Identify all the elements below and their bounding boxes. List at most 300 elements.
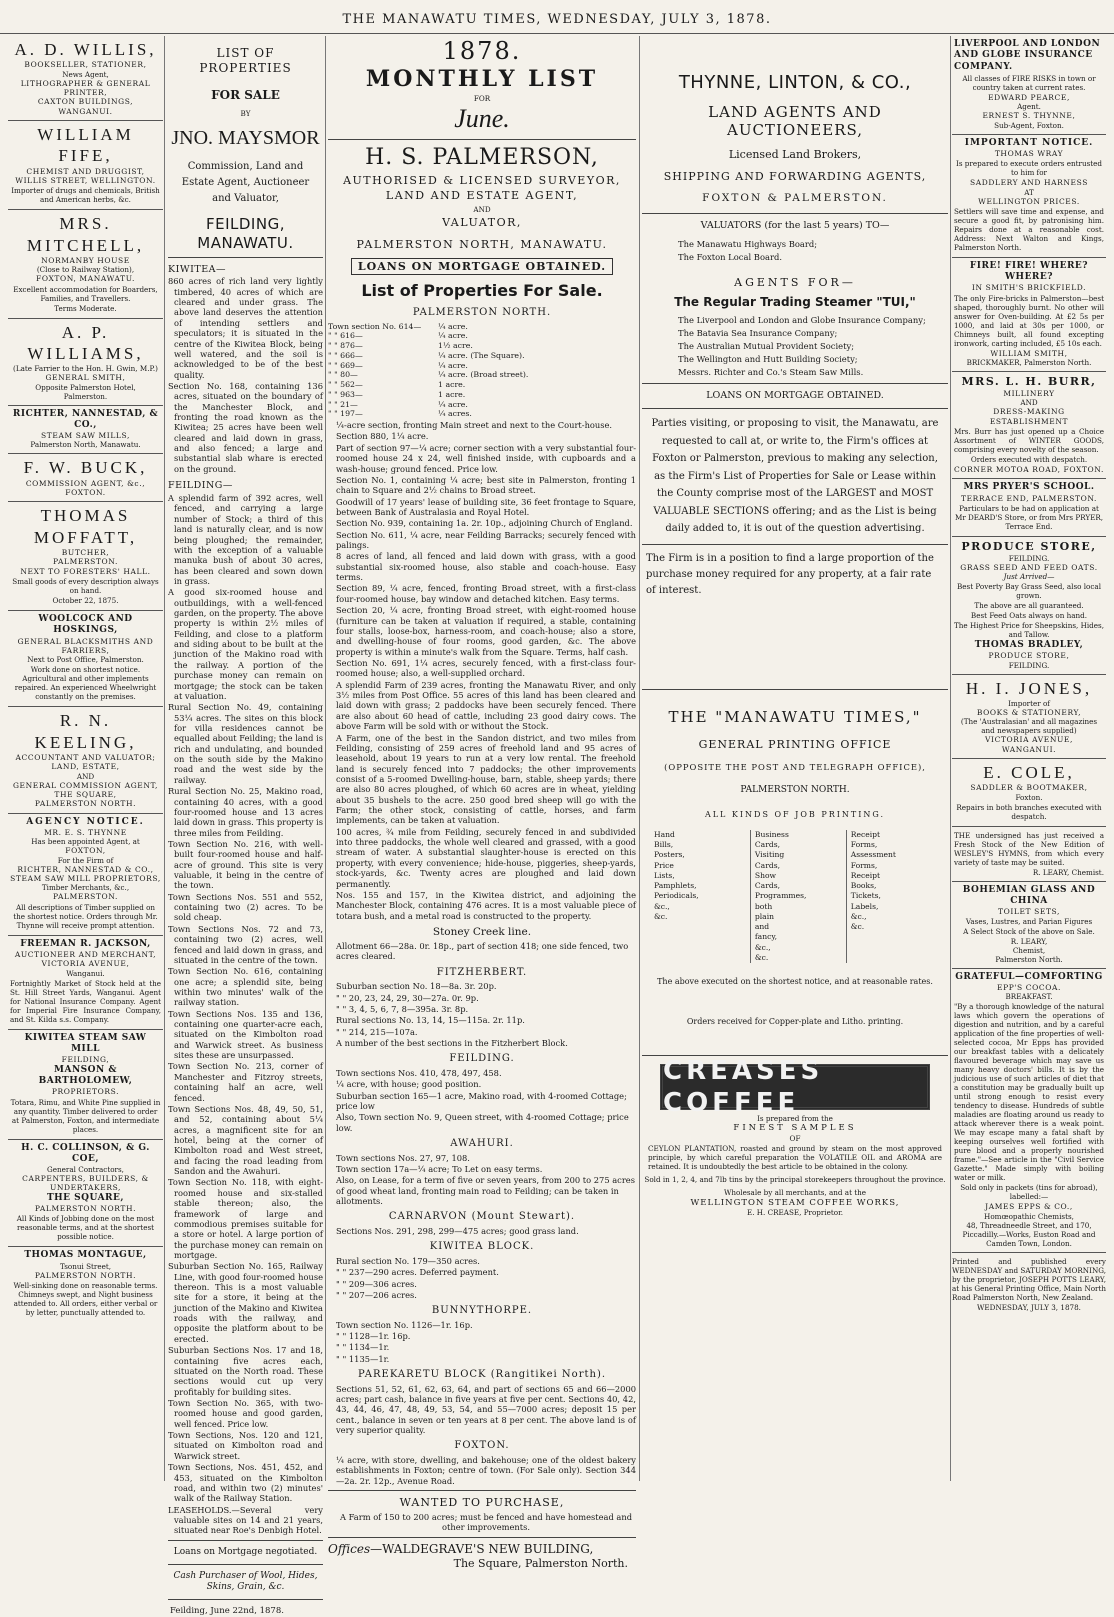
offices-address: —WALDEGRAVE'S NEW BUILDING, [370, 1541, 594, 1556]
property-entry: A splendid Farm of 239 acres, fronting the Manawatu River, and only 3½ miles from Post Office. 55 acres of this land has been cleared and laid down with grass; 2 paddocks have been securely fenced. There are also about 60 head of cattle, including 23 good dairy cows. The above Farm will be sold with or without the Stock. [336, 679, 636, 732]
coffee-body: CEYLON PLANTATION, roasted and ground by steam on the most approved principle, by which careful preparation the VOLATILE OIL and AROMA are retained. It is undoubtedly the best article to be obtained in the colony. [648, 1143, 942, 1171]
agent-item: The Batavia Sea Insurance Company; [678, 328, 838, 339]
town-section-row [328, 331, 636, 341]
ad-line: News Agent, [62, 69, 109, 79]
ad-title: GRATEFUL—COMFORTING [955, 971, 1103, 982]
job-item: Labels, [850, 901, 879, 911]
ad-title: A. P. WILLIAMS, [27, 322, 144, 363]
property-entry: Town Section No. 213, corner of Manchester and Fitzroy streets, containing half an acre, well fenced. [168, 1061, 323, 1103]
ad-body: Best Poverty Bay Grass Seed, also local grown. [956, 582, 1101, 601]
town-section-row [328, 341, 636, 351]
ad-title: BOHEMIAN GLASS AND CHINA [962, 884, 1096, 906]
section-number: " " 80— [328, 370, 358, 380]
ad-title: THOMAS MONTAGUE, [24, 1250, 147, 1261]
ad-title: A. D. WILLIS, [14, 40, 157, 59]
gpo-location: (OPPOSITE THE POST AND TELEGRAPH OFFICE), [664, 762, 926, 773]
ad-line: MANSON & BARTHOLOMEW, [38, 1064, 133, 1086]
ad-line: WANGANUI. [1001, 744, 1057, 754]
property-entry: Section No. 691, 1¼ acres, securely fenced, with a first-class four-roomed house; also, a well-supplied orchard. [336, 658, 636, 679]
ad-line: Just Arrived— [1003, 572, 1055, 582]
ad-line: AND [76, 771, 95, 781]
property-entry: Part of section 97—¼ acre; corner section with a very substantial four-roomed house 24 x 24, well finished inside, with cupboards and a wash-house; ground fenced. Price low. [336, 442, 636, 474]
properties-heading: List of Properties For Sale. [361, 281, 603, 301]
ad-line: STEAM SAW MILLS, [41, 431, 130, 440]
ad-body: Settlers will save time and expense, and secure a good fit, by patronising him. Repairs done at a reasonable cost. Address: Next Walton and Kings, Palmerston North. [954, 206, 1104, 252]
ad-line: For the Firm of [57, 855, 114, 865]
property-entry: ¼ acre, with house; good position. [336, 1079, 482, 1090]
property-entry: Section No. 611, ¼ acre, near Feilding Barracks; securely fenced with palings. [336, 529, 636, 551]
ad-line: PALMERSTON NORTH. [34, 1204, 137, 1213]
agent-item: The Australian Mutual Provident Society; [678, 341, 855, 352]
feilding-list [328, 1068, 636, 1133]
property-entry: " " 20, 23, 24, 29, 30—27a. 0r. 9p. [336, 992, 479, 1003]
ad-title: MRS. L. H. BURR, [961, 375, 1097, 389]
ad-line: Sub-Agent, Foxton. [994, 120, 1064, 130]
ad-line: GENERAL COMMISSION AGENT, [12, 780, 159, 790]
ad-body: Fortnightly Market of Stock held at the St. Hill Street Yards, Wanganui. Agent for National Insurance Company. Agent for Imperial Fire Insurance Company, and St. Kilda s.s. Company. [10, 978, 161, 1024]
coffee-sold: Sold in 1, 2, 4, and 7lb tins by the principal storekeepers throughout the province. [644, 1174, 946, 1184]
job-item: Price Lists, [654, 860, 675, 880]
property-entry: 100 acres, ¾ mile from Feilding, securely fenced in and subdivided into three paddocks, the whole well cleared and grassed, with a good stream of water. A substantial slaughter-house is erected on this property, with every convenience; hide-house, piggeries, sheep-yards, stock-yards, &c. Twenty acres are ploughed and laid down permanently. [336, 826, 636, 889]
job-item: Tickets, [850, 891, 881, 901]
list-month: June. [454, 103, 510, 133]
ad-line: SADDLER & BOOTMAKER, [970, 783, 1088, 793]
ad-collinson [8, 1140, 163, 1248]
ad-line: ACCOUNTANT AND VALUATOR; [15, 752, 156, 762]
list-head: LIST OF PROPERTIES [199, 46, 292, 75]
ad-body: The only Fire-bricks in Palmerston—best shaped, thoroughly burnt. No other will answer for Oven-building. At £2 5s per 1000, and laid at 30s per 1000, or Chimneys built, all found excepting ironwork, carting included, £5 10s each. [954, 293, 1104, 348]
coffee-logo-text: CREASES COFFEE [663, 1055, 824, 1119]
ad-fife [8, 121, 163, 210]
job-item: Posters, [654, 850, 685, 860]
firm-subtitle: FOXTON & PALMERSTON. [702, 191, 888, 204]
ad-epps [952, 969, 1106, 1253]
column-rule [164, 36, 165, 1481]
feilding-heading: FEILDING— [168, 480, 233, 492]
ad-line: Homœopathic Chemists, [984, 1211, 1074, 1221]
property-entry: Section 20, ¼ acre, fronting Broad street, with eight-roomed house (furniture can be taken at valuation if required, a stable, containing four stalls, loose-box, harness-room, and coach-house; also a store, and dwelling-house of four rooms, good garden, &c. The above property is within a minute's walk from the Square. Terms, half cash. [336, 605, 636, 657]
section-number: " " 963— [328, 389, 363, 399]
section-number: " " 562— [328, 380, 363, 390]
ad-line: VICTORIA AVENUE, [41, 959, 130, 969]
ad-body: All Kinds of Jobbing done on the most reasonable terms, and at the shortest possible notice. [16, 1214, 155, 1242]
column-3 [328, 36, 636, 1570]
property-entry: Also, Town section No. 9, Queen street, with 4-roomed Cottage; price low. [336, 1112, 629, 1133]
property-entry: Section 89, ¼ acre, fenced, fronting Broad street, with a first-class four-roomed house, bay window and detached kitchen. Easy terms. [336, 583, 636, 604]
ad-body: Mrs. Burr has just opened up a Choice Assortment of WINTER GOODS, comprising every novelty of the season. [954, 427, 1104, 454]
ad-title: F. W. BUCK, [23, 458, 148, 478]
ad-title: KIWITEA STEAM SAW MILL [24, 1032, 147, 1054]
ad-line: PROPRIETORS. [51, 1087, 120, 1097]
agent-item: The Liverpool and London and Globe Insurance Company; [678, 315, 926, 326]
area-heading: CARNARVON (Mount Stewart). [388, 1211, 576, 1223]
ad-title: FIRE! FIRE! WHERE? WHERE? [969, 260, 1089, 283]
ad-line: (The 'Australasian' and all magazines and newspapers supplied) [960, 717, 1098, 736]
loans-heading: LOANS ON MORTGAGE OBTAINED. [706, 390, 884, 402]
property-entry: Sections Nos. 291, 298, 299—475 acres; good grass land. [336, 1225, 579, 1236]
town-sections [328, 322, 636, 419]
property-entry: Town Section No. 216, with well-built four-roomed house and half-acre of ground. This site is very valuable, it being in the centre of the town. [168, 838, 323, 891]
ad-line: BOOKSELLER, STATIONER, [24, 60, 147, 70]
ad-line: Tsonui Street, [59, 1261, 112, 1271]
kiwitea-heading: KIWITEA— [168, 263, 226, 275]
ad-line: General Contractors, [47, 1165, 124, 1174]
property-entry: ¼ acre, with store, dwelling, and bakehouse; one of the oldest bakery establishments in Foxton; centre of town. (For Sale only). Section 344—2a. 2r. 12p., Avenue Road. [336, 1454, 636, 1486]
ad-line: AT [1024, 187, 1034, 197]
surveyor-title: LAND AND ESTATE AGENT, [385, 189, 579, 203]
ad-line: IN SMITH'S BRICKFIELD. [971, 283, 1087, 293]
job-item: Programmes, both plain [754, 891, 807, 921]
town-section-row [328, 409, 636, 419]
ad-buck [8, 454, 163, 502]
ad-line: COMMISSION AGENT, &c., [25, 478, 146, 488]
ad-body: Orders executed with despatch. [970, 455, 1088, 464]
loans-note: Loans on Mortgage negotiated. [173, 1546, 318, 1557]
area-heading: FOXTON. [454, 1440, 510, 1452]
ad-bohemian [952, 882, 1106, 969]
section-area: ¼ acres. [438, 409, 472, 419]
ad-line: THOMAS BRADLEY, [974, 640, 1084, 651]
ad-body: Particulars to be had on application at Mr DEARD'S Store, or from Mrs PRYER, Terrace End. [954, 504, 1104, 531]
ad-title: THOMAS MOFFATT, [33, 506, 138, 547]
ad-fire [952, 258, 1106, 372]
gpo-title: GENERAL PRINTING OFFICE [698, 738, 892, 752]
times-title: THE "MANAWATU TIMES," [668, 707, 922, 726]
ad-line: GENERAL BLACKSMITHS AND FARRIERS, [17, 636, 154, 655]
property-entry: Suburban section No. 18—8a. 3r. 20p. [336, 981, 497, 992]
ad-line: NEXT TO FORESTERS' HALL. [20, 566, 151, 576]
job-item: Receipt Books, [850, 870, 881, 891]
property-entry: " " 207—206 acres. [336, 1289, 417, 1300]
agent-item: Messrs. Richter and Co.'s Steam Saw Mills. [678, 367, 864, 378]
ad-line: R. LEARY, [1010, 936, 1048, 946]
surveyor-title: VALUATOR, [442, 216, 522, 229]
ad-body: Repairs in both branches executed with despatch. [956, 802, 1102, 821]
property-entry: Also, on Lease, for a term of five or seven years, from 200 to 275 acres of good wheat land, fronting main road to Feilding; can be taken in allotments. [336, 1175, 635, 1207]
job-item: Show Cards, [754, 870, 781, 891]
property-entry: " " 1128—1r. 16p. [336, 1331, 411, 1342]
ad-produce [952, 537, 1106, 675]
job-item: Business Cards, [754, 829, 789, 850]
ad-mitchell [8, 210, 163, 318]
ad-keeling [8, 707, 163, 813]
ad-line: PRODUCE STORE, [988, 651, 1070, 661]
ad-line: TOILET SETS, [997, 907, 1061, 917]
area-heading: FEILDING. [449, 1053, 515, 1065]
property-entry: Town Section No. 616, containing one acre; a splendid site, being within two minutes' walk of the railway station. [168, 966, 323, 1008]
section-number: Town section No. 614— [328, 321, 422, 331]
property-entry: Goodwill of 17 years' lease of building site, 36 feet frontage to Square, between Bank of Australasia and Royal Hotel. [336, 496, 636, 517]
ad-body: Well-sinking done on reasonable terms. Chimneys swept, and Night business attended to. All orders, either verbal or by letter, punctually attended to. [13, 1281, 158, 1317]
gpo-place: PALMERSTON NORTH. [740, 784, 850, 795]
ad-body: Terms Moderate. [54, 303, 117, 313]
ad-line: THE SQUARE, [54, 789, 117, 799]
property-entry: Rural sections No. 13, 14, 15—115a. 2r. 11p. [336, 1015, 525, 1026]
ad-body: THE undersigned has just received a Fresh Stock of the New Edition of WESLEY'S HYMNS, from which every variety of taste may be suited. [954, 830, 1104, 867]
ad-body: A Select Stock of the above on Sale. [963, 926, 1095, 936]
ad-line: WANGANUI. [58, 106, 113, 116]
ad-line: CHEMIST AND DRUGGIST, [26, 166, 145, 176]
property-entry: Town Section No. 118, with eight-roomed house and six-stalled stable thereon; also, the framework of large and commodious premises suitable for a store or hotel. A large portion of the purchase money can remain on mortgage. [168, 1177, 323, 1260]
property-entry: Suburban Section No. 165, Railway Line, with good four-roomed house thereon. This is a most valuable site for a store, it being at the junction of the Makino and Kiwitea roads with the railway, and opposite the platform about to be erected. [168, 1261, 323, 1344]
ad-line: FEILDING. [1008, 660, 1050, 670]
ad-line: WILLIAM SMITH, [990, 348, 1068, 358]
job-column [654, 830, 744, 963]
ad-pryer [952, 479, 1106, 537]
ad-line: DRESS-MAKING ESTABLISHMENT [989, 407, 1069, 426]
firm-body: Parties visiting, or proposing to visit, the Manawatu, are requested to call at, or write to, the Firm's offices at Foxton or Palmerston, previous to making any selection, as the Firm's List of Properties for Sale or Lease within the County comprise most of the LARGEST and MOST VALUABLE SECTIONS offering; and as the List is being daily added to, it is out of the question advertising. [651, 418, 939, 535]
ad-line: PALMERSTON. [53, 892, 118, 902]
property-entry: Town Sections Nos. 551 and 552, containing two (2) acres. To be sold cheap. [168, 891, 323, 923]
column-rule [639, 36, 640, 1481]
ad-title: FREEMAN R. JACKSON, [20, 938, 151, 949]
cash-note: Cash Purchaser of Wool, Hides, Skins, Grain, &c. [173, 1570, 318, 1593]
and-label: AND [473, 205, 491, 214]
job-item: Hand Bills, [654, 829, 675, 850]
tui-steamer: The Regular Trading Steamer "TUI," [674, 295, 916, 310]
job-item: &c., &c. [754, 942, 771, 962]
section-area: ¼ acre. (Broad street). [438, 370, 529, 380]
valuator-item: The Manawatu Highways Board; [678, 238, 818, 249]
wanted-body: A Farm of 150 to 200 acres; must be fenced and have homestead and other improvements. [339, 1511, 633, 1533]
firm-subtitle: Licensed Land Brokers, [728, 148, 862, 161]
ad-line: THE SQUARE, [46, 1192, 125, 1203]
property-entry: Town Sections, Nos. 120 and 121, situated on Kimbolton road and Warwick street. [168, 1430, 323, 1461]
firm-body-2: The Firm is in a position to find a large proportion of the purchase money required for any property, at a fair rate of interest. [646, 552, 934, 596]
agent-place: FEILDING, MANAWATU. [197, 215, 294, 252]
town-section-row [328, 351, 636, 361]
ad-line: RICHTER, NANNESTAD & CO., [17, 864, 154, 874]
imprint: Printed and published every WEDNESDAY and SATURDAY MORNING, by the proprietor, JOSEPH POTTS LEARY, at his General Printing Office, Main North Road Palmerston North, New Zealand. [952, 1256, 1107, 1302]
section-area: ¼ acre. [438, 360, 468, 370]
ad-title: AGENCY NOTICE. [26, 816, 145, 827]
property-entry: Rural Section No. 49, containing 53¼ acres. The sites on this block for villa residences cannot be equalled about Feilding; the land is rich and undulating, and bounded on the south side by the Makino road and the west side by the railway. [168, 702, 323, 785]
ad-line: Importer of [1008, 699, 1050, 708]
property-entry: Town sections Nos. 27, 97, 108. [336, 1152, 470, 1163]
property-entry: A good six-roomed house and outbuildings, with a well-fenced garden, on the property. The above property is within 2½ miles of Feilding, and close to a platform and siding about to be built at the junction of the Makino road with the railway. A portion of the purchase money can remain on mortgage; the stock can be taken at valuation. [168, 587, 323, 701]
ad-line: Palmerston North, Manawatu. [30, 440, 141, 450]
property-entry: Town Section No. 365, with two-roomed house and good garden, well fenced. Price low. [168, 1397, 323, 1429]
coffee-proprietor: E. H. CREASE, Proprietor. [746, 1208, 844, 1218]
section-number: " " 876— [328, 341, 363, 351]
ad-line: STEAM SAW MILL PROPRIETORS, [10, 874, 161, 883]
ad-notice [952, 135, 1106, 258]
coffee-works: WELLINGTON STEAM COFFEE WORKS, [690, 1197, 900, 1208]
ad-title: WOOLCOCK AND HOSKINGS, [38, 614, 133, 636]
job-item: Periodicals, [654, 891, 699, 901]
offices-place: The Square, Palmerston North. [453, 1556, 628, 1570]
ad-line: Next to Post Office, Palmerston. [27, 655, 144, 665]
ad-jones [952, 675, 1106, 759]
property-entry: Rural Section No. 25, Makino road, containing 40 acres, with a good four-roomed house and 13 acres laid down in grass. This property is three miles from Feilding. [168, 786, 323, 838]
ad-body: All classes of FIRE RISKS in town or country taken at current rates. [962, 73, 1096, 92]
area-heading: FITZHERBERT. [436, 966, 528, 978]
section-number: " " 666— [328, 350, 363, 360]
section-area: 1 acre. [438, 380, 466, 390]
ad-title: H. C. COLLINSON, & G. COE, [21, 1142, 150, 1164]
property-entry: ¼-acre section, fronting Main street and next to the Court-house. [336, 420, 613, 431]
valuators-heading: VALUATORS (for the last 5 years) TO— [700, 219, 890, 231]
section-area: ¼ acre. [438, 321, 468, 331]
ad-body: Importer of drugs and chemicals, British and American herbs, &c. [11, 186, 160, 205]
ad-burr [952, 372, 1106, 479]
ad-line: FOXTON, MANAWATU. [36, 274, 135, 284]
job-item: &c., &c. [654, 901, 670, 921]
firm-subtitle: LAND AGENTS AND AUCTIONEERS, [708, 102, 882, 140]
by-label: BY [240, 109, 251, 118]
loans-box: LOANS ON MORTGAGE OBTAINED. [351, 258, 613, 276]
section-area: 1 acre. [438, 389, 466, 399]
area-heading: BUNNYTHORPE. [431, 1305, 533, 1317]
valuator-item: The Foxton Local Board. [678, 251, 783, 262]
ad-line: TERRACE END, PALMERSTON. [960, 493, 1098, 503]
column-rule [325, 36, 326, 1481]
ad-line: JAMES EPPS & CO., [985, 1202, 1073, 1212]
ad-line: AND [1020, 398, 1038, 408]
monthly-list-title: MONTHLY LIST [365, 66, 599, 92]
awahuri-list [328, 1153, 636, 1207]
ad-line: BOOKS & STATIONERY, [976, 708, 1082, 717]
ad-date: October 22, 1875. [52, 596, 119, 605]
ad-line: GENERAL SMITH, [45, 373, 126, 383]
section-area: ¼ acre. [438, 331, 468, 341]
ad-title: H. I. JONES, [965, 678, 1093, 698]
area-heading: KIWITEA BLOCK. [429, 1241, 535, 1253]
surveyor-place: PALMERSTON NORTH, MANAWATU. [356, 237, 608, 251]
town-section-row [328, 322, 636, 332]
ad-line: SADDLERY AND HARNESS [970, 178, 1088, 188]
column-5 [952, 36, 1106, 1481]
town-section-row [328, 390, 636, 400]
ad-body: Small goods of every description always on hand. [12, 577, 159, 595]
property-entry: " " 1134—1r. [336, 1342, 390, 1353]
ad-title: PRODUCE STORE, [961, 540, 1097, 553]
ad-line: WELLINGTON PRICES. [978, 196, 1080, 206]
ad-line: AUCTIONEER AND MERCHANT, [14, 950, 157, 959]
job-item: Receipt Forms, [850, 829, 881, 850]
ad-body: The above are all guaranteed. [974, 601, 1084, 611]
ad-line: LITHOGRAPHER & GENERAL PRINTER, [20, 78, 151, 97]
job-item: and fancy, [754, 922, 778, 942]
property-entry: LEASEHOLDS.—Several very valuable sites on 14 and 21 years, situated near Roe's Denbigh Hotel. [168, 1504, 323, 1536]
agent-item: The Wellington and Hutt Building Society; [678, 354, 858, 365]
for-label: FOR [473, 93, 491, 103]
area-heading: PAREKARETU BLOCK (Rangitikei North). [357, 1369, 607, 1381]
property-entry: Town Sections, Nos. 451, 452, and 453, situated on the Kimbolton road, and within two (2) minutes' walk of the Railway Station. [168, 1462, 323, 1504]
ad-agency [8, 814, 163, 936]
ad-line: FOXTON. [65, 488, 106, 497]
property-entry: " " 1135—1r. [336, 1353, 390, 1364]
ad-kiwitea-mill [8, 1030, 163, 1140]
property-entry: Allotment 66—28a. 0r. 18p., part of section 418; one side fenced, two acres cleared. [336, 941, 629, 962]
ad-line: Agent. [1017, 102, 1041, 112]
ad-line: EDWARD PEARCE, [988, 92, 1070, 102]
firm-subtitle: SHIPPING AND FORWARDING AGENTS, [663, 169, 927, 183]
column-4 [642, 36, 948, 1481]
ad-line: FEILDING, [61, 1055, 110, 1065]
ad-title: E. COLE, [983, 763, 1075, 783]
property-entry: Town sections Nos. 410, 478, 497, 458. [336, 1067, 502, 1078]
kiwitea-list [328, 1256, 636, 1300]
ad-title: R. N. KEELING, [34, 711, 137, 752]
ad-cole [952, 759, 1106, 827]
imprint-date: WEDNESDAY, JULY 3, 1878. [977, 1302, 1081, 1312]
property-entry: " " 3, 4, 5, 6, 7, 8—395a. 3r. 8p. [336, 1004, 469, 1015]
section-number: " " 616— [328, 331, 363, 341]
ad-richter [8, 406, 163, 455]
job-item: Pamphlets, [654, 881, 697, 891]
ad-line: PALMERSTON NORTH. [34, 1270, 137, 1280]
ad-line: (Close to Railway Station), [36, 265, 135, 275]
area-heading: AWAHURI. [450, 1138, 514, 1150]
ad-line: Foxton. [1015, 792, 1043, 802]
property-entry: Town Sections Nos. 72 and 73, containing two (2) acres, well fenced and laid down in grass, and situated in the centre of the town. [168, 923, 323, 965]
property-entry: Town Sections Nos. 48, 49, 50, 51, and 52, containing about 5¼ acres, a magnificent site for an hotel, being at the corner of Kimbolton road and West street, and facing the road leading from Sandon and the Awahuri. [168, 1103, 323, 1177]
masthead-title: THE MANAWATU TIMES, WEDNESDAY, JULY 3, 1878. [342, 12, 772, 27]
town-section-row [328, 400, 636, 410]
ad-line: MILLINERY [1003, 388, 1055, 398]
ad-line: EPP'S COCOA. [997, 982, 1061, 992]
offices-label: Offices [328, 1541, 371, 1556]
town-section-row [328, 370, 636, 380]
town-section-row [328, 380, 636, 390]
section-area: ¼ acre. (The Square). [438, 350, 525, 360]
job-column [846, 830, 936, 963]
ad-title: MRS PRYER'S SCHOOL. [963, 482, 1095, 493]
list-date: Feilding, June 22nd, 1878. [170, 1606, 284, 1617]
ad-line: Has been appointed Agent, at [31, 837, 140, 847]
wanted-heading: WANTED TO PURCHASE, [399, 1496, 565, 1510]
ad-williams [8, 319, 163, 406]
section-area: 1½ acre. [438, 341, 473, 351]
job-item: &c., &c. [850, 911, 867, 932]
column-rule [950, 36, 951, 1481]
ad-body: The Highest Price for Sheepskins, Hides, and Tallow. [954, 621, 1105, 640]
job-printing-heading: ALL KINDS OF JOB PRINTING. [704, 809, 886, 819]
ad-title: MRS. MITCHELL, [26, 214, 145, 255]
firm-name: THYNNE, LINTON, & CO., [678, 72, 912, 93]
property-entry: " " 209—306 acres. [336, 1278, 417, 1289]
ad-line: Vases, Lustres, and Parian Figures [965, 916, 1093, 926]
ad-line: R. LEARY, Chemist. [1032, 867, 1104, 877]
ad-title: LIVERPOOL AND LONDON AND GLOBE INSURANCE COMPANY. [954, 39, 1101, 72]
ad-line: ERNEST S. THYNNE, [982, 111, 1076, 121]
coffee-line: OF [789, 1133, 801, 1143]
ad-body: Is prepared to execute orders entrusted to him for [956, 159, 1102, 178]
ad-line: PALMERSTON. [53, 557, 118, 567]
agent-roles: Commission, Land and Estate Agent, Auctioneer and Valuator, [181, 161, 310, 204]
ad-body: Excellent accommodation for Boarders, Families, and Travellers. [13, 284, 158, 303]
ad-line: (Late Farrier to the Hon. H. Gwin, M.P.) [13, 364, 158, 374]
job-copper: Orders received for Copper-plate and Litho. printing. [686, 1017, 904, 1027]
agents-heading: AGENTS FOR— [734, 275, 856, 289]
ad-line: Chemist, [1012, 945, 1046, 955]
ad-body: Sold only in packets (tins for abroad), labelled:— [960, 1183, 1098, 1202]
job-list [642, 830, 948, 963]
ad-willis [8, 36, 163, 121]
ad-line: BRICKMAKER, Palmerston North. [966, 358, 1092, 368]
property-entry: Suburban section 165—1 acre, Makino road, with 4-roomed Cottage; price low [336, 1090, 627, 1112]
ad-line: FOXTON, [65, 846, 106, 856]
property-entry: Town section No. 1126—1r. 16p. [336, 1319, 473, 1330]
ad-line: CARPENTERS, BUILDERS, & UNDERTAKERS, [22, 1174, 149, 1193]
ad-liverpool [952, 36, 1106, 135]
ad-title: RICHTER, NANNESTAD, & CO., [12, 408, 159, 430]
surveyor-name: H. S. PALMERSON, [365, 145, 599, 170]
ad-leary [952, 827, 1106, 882]
section-area: ¼ acre. [438, 399, 468, 409]
ad-line: Palmerston North. [995, 954, 1063, 964]
